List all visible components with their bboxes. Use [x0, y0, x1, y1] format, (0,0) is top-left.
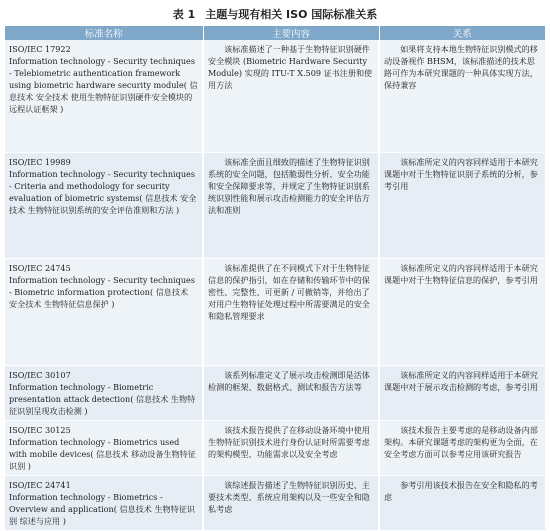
standard-number: ISO/IEC 24741	[9, 480, 71, 490]
standards-table	[5, 26, 545, 531]
table-caption	[0, 6, 550, 22]
relation-cell: 该技术报告主要考虑的是移动设备内部架构。本研究课题考虑的架构更为全面，在安全考虑方面可以参考应用该研究报告	[379, 421, 545, 476]
table-row	[5, 476, 545, 531]
table-row	[5, 40, 545, 153]
table-number: 表 1	[172, 8, 196, 21]
standard-name-cell	[5, 476, 203, 531]
standard-number: ISO/IEC 30125	[9, 425, 71, 435]
relation-cell: 该标准所定义的内容同样适用于本研究课题中对于展示攻击检测的考虑，参考引用	[379, 366, 545, 421]
main-content-cell: 该综述报告描述了生物特征识别历史、主要技术类型、系统应用架构以及一些安全和隐私考虑	[203, 476, 379, 531]
relation-cell: 参考引用该技术报告在安全和隐私的考虑	[379, 476, 545, 531]
relation-cell: 该标准所定义的内容同样适用于本研究课题中对于生物特征信息的保护，参考引用	[379, 259, 545, 366]
main-content-cell: 该标准全面且细致的描述了生物特征识别系统的安全问题，包括脆弱性分析、安全功能和安全保障要求等，并规定了生物特征识别系统识别性能和展示攻击检测能力的安全评估方法和准则	[203, 153, 379, 259]
standard-title: Information technology - Security techniques - Biometric information protection( 信息技术 安全技术 生物特征信息保护 )	[9, 275, 195, 309]
header-relation: 关系	[379, 26, 545, 40]
standard-title: Information technology - Biometric presentation attack detection( 信息技术 生物特征识别呈现攻击检测 )	[9, 382, 196, 416]
standard-title: Information technology - Biometrics used with mobile devices( 信息技术 移动设备生物特征识别 )	[9, 437, 196, 471]
standard-name-cell	[5, 366, 203, 421]
table-row	[5, 421, 545, 476]
table-header-row	[5, 26, 545, 40]
main-content-cell: 该标准描述了一种基于生物特征识别硬件安全模块 (Biometric Hardware Security Module) 实现的 ITU-T X.509 证书注册和使用方法	[203, 40, 379, 153]
header-standard-name: 标准名称	[5, 26, 203, 40]
standard-number: ISO/IEC 17922	[9, 44, 71, 54]
standard-title: Information technology - Biometrics - Overview and application( 信息技术 生物特征识别 综述与应用 )	[9, 492, 195, 526]
standard-name-cell	[5, 40, 203, 153]
standard-number: ISO/IEC 30107	[9, 370, 71, 380]
standard-name-cell	[5, 259, 203, 366]
table-row	[5, 366, 545, 421]
main-content-cell: 该技术报告提供了在移动设备环境中使用生物特征识别技术进行身份认证时所需要考虑的架构模型、功能需求以及安全考虑	[203, 421, 379, 476]
table-title: 主题与现有相关 ISO 国际标准关系	[205, 8, 378, 21]
main-content-cell: 该标准提供了在不同模式下对于生物特征信息的保护指引，如在存储和传输环节中的保密性、完整性、可更新 / 可撤销等，并给出了对用户生物特征处理过程中所需要满足的安全和隐私管理要求	[203, 259, 379, 366]
standard-name-cell	[5, 421, 203, 476]
standard-number: ISO/IEC 19989	[9, 157, 71, 167]
standard-name-cell	[5, 153, 203, 259]
standard-number: ISO/IEC 24745	[9, 263, 71, 273]
table-row	[5, 259, 545, 366]
table-row	[5, 153, 545, 259]
standard-title: Information technology - Security techniques - Telebiometric authentication framework using biometric hardware security module( 信息技术 安全技术 使用生物特征识别硬件安全模块的远程认证框架 )	[9, 56, 198, 114]
standard-title: Information technology - Security techniques - Criteria and methodology for security evaluation of biometric systems( 信息技术 安全技术 生物特征识别系统的安全评估准则和方法 )	[9, 169, 197, 215]
relation-cell: 该标准所定义的内容同样适用于本研究课题中对于生物特征识别子系统的分析，参考引用	[379, 153, 545, 259]
relation-cell: 如果将支持本地生物特征识别模式的移动设备视作 BHSM，该标准描述的技术思路可作为本研究课题的一种具体实现方法，保持兼容	[379, 40, 545, 153]
main-content-cell: 该系列标准定义了展示攻击检测即是活体检测的框架、数据格式、测试和报告方法等	[203, 366, 379, 421]
header-main-content: 主要内容	[203, 26, 379, 40]
